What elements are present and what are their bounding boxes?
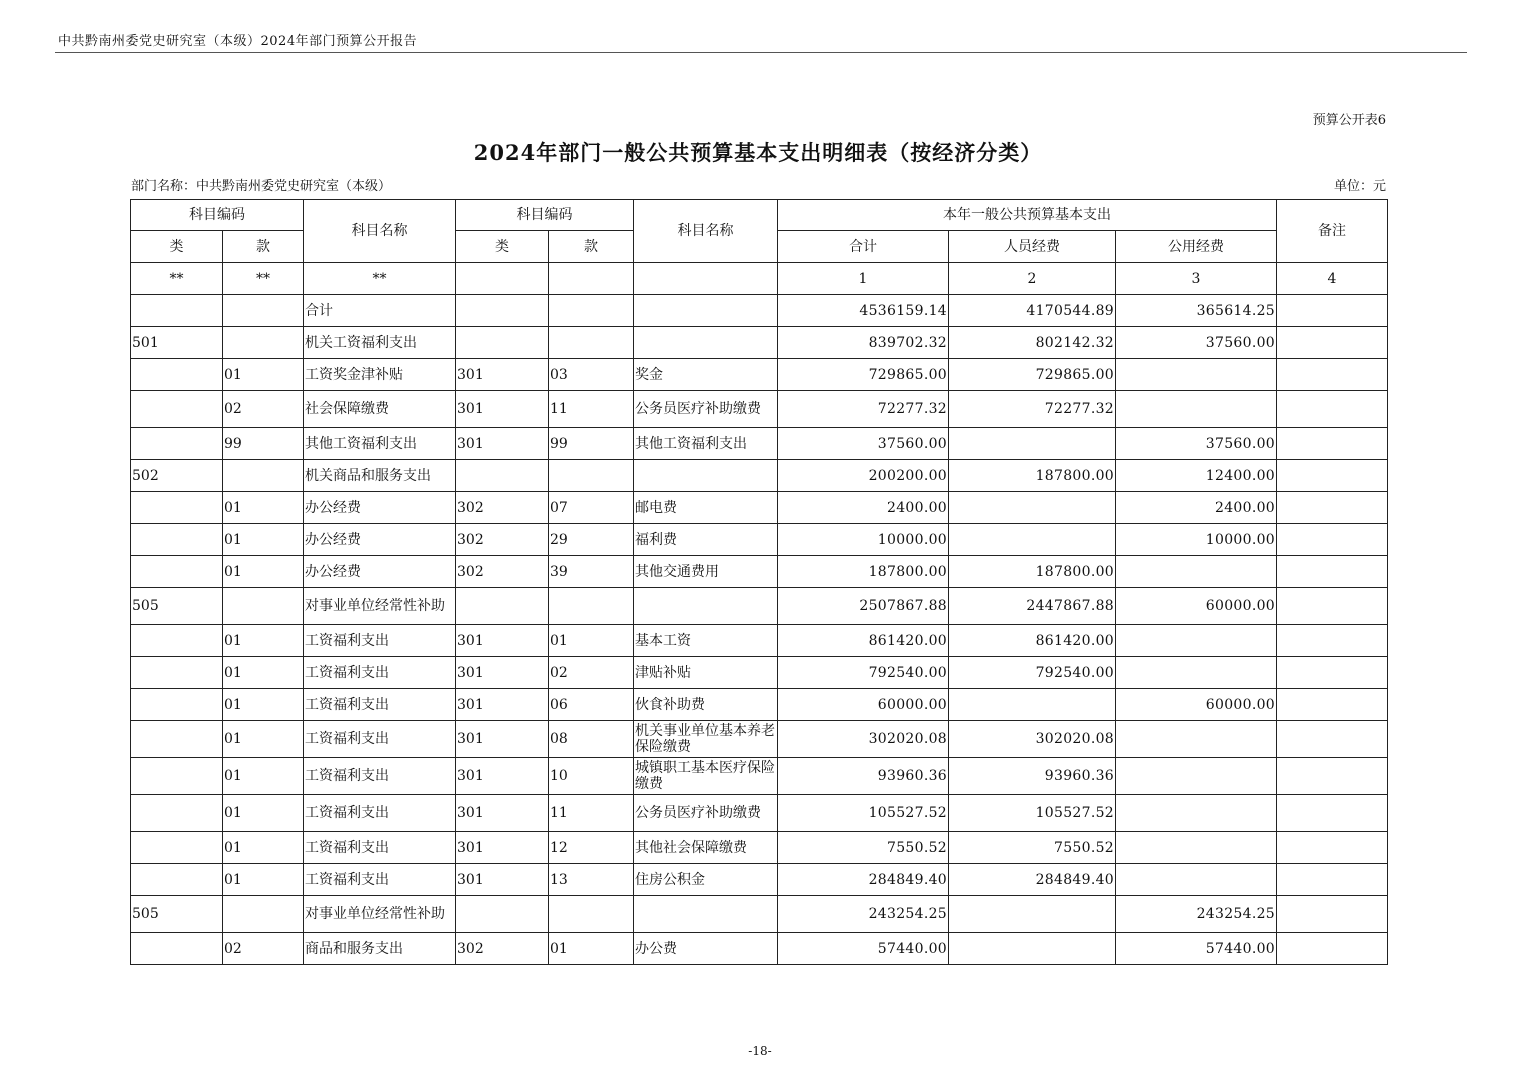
cell-lei-1 xyxy=(131,295,223,327)
cell-subject-name-1: 机关工资福利支出 xyxy=(304,327,456,359)
cell-lei-1: 505 xyxy=(131,896,223,933)
cell-kuan-1: 01 xyxy=(223,832,304,864)
form-number: 预算公开表6 xyxy=(1312,113,1386,128)
cell-remark xyxy=(1277,588,1388,625)
cell-lei-1 xyxy=(131,832,223,864)
cell-subject-name-2: 城镇职工基本医疗保险缴费 xyxy=(634,758,778,795)
cell-subject-name-2: 办公费 xyxy=(634,933,778,965)
cell-remark xyxy=(1277,657,1388,689)
cell-total: 302020.08 xyxy=(778,721,949,758)
cell-lei-2: 301 xyxy=(456,721,549,758)
cell-personnel: 7550.52 xyxy=(949,832,1116,864)
index-cell: ** xyxy=(223,263,304,295)
header-subject-name-2: 科目名称 xyxy=(634,200,778,263)
cell-kuan-1: 01 xyxy=(223,625,304,657)
cell-subject-name-2 xyxy=(634,460,778,492)
cell-personnel xyxy=(949,896,1116,933)
header-subject-code-2: 科目编码 xyxy=(456,200,634,231)
cell-kuan-2 xyxy=(549,896,634,933)
table-row xyxy=(131,524,1388,556)
cell-subject-name-2 xyxy=(634,327,778,359)
header-remark: 备注 xyxy=(1277,200,1388,263)
cell-subject-name-1: 社会保障缴费 xyxy=(304,391,456,428)
index-cell: 4 xyxy=(1277,263,1388,295)
table-row xyxy=(131,460,1388,492)
cell-kuan-2: 01 xyxy=(549,933,634,965)
index-cell: ** xyxy=(304,263,456,295)
cell-subject-name-1: 工资福利支出 xyxy=(304,721,456,758)
cell-lei-1 xyxy=(131,556,223,588)
cell-total: 10000.00 xyxy=(778,524,949,556)
cell-subject-name-2: 公务员医疗补助缴费 xyxy=(634,391,778,428)
cell-remark xyxy=(1277,832,1388,864)
header-lei-1: 类 xyxy=(131,231,223,263)
index-cell: 1 xyxy=(778,263,949,295)
cell-public: 2400.00 xyxy=(1116,492,1277,524)
cell-total: 861420.00 xyxy=(778,625,949,657)
cell-remark xyxy=(1277,492,1388,524)
running-header: 中共黔南州委党史研究室（本级）2024年部门预算公开报告 xyxy=(58,34,418,49)
cell-subject-name-1: 工资福利支出 xyxy=(304,864,456,896)
cell-lei-1 xyxy=(131,492,223,524)
cell-lei-1: 501 xyxy=(131,327,223,359)
cell-kuan-1: 02 xyxy=(223,391,304,428)
cell-lei-2: 301 xyxy=(456,795,549,832)
cell-remark xyxy=(1277,391,1388,428)
table-row xyxy=(131,588,1388,625)
cell-kuan-1: 02 xyxy=(223,933,304,965)
cell-lei-1 xyxy=(131,758,223,795)
cell-subject-name-1: 办公经费 xyxy=(304,492,456,524)
cell-lei-2: 301 xyxy=(456,657,549,689)
cell-lei-2 xyxy=(456,896,549,933)
cell-lei-1 xyxy=(131,625,223,657)
cell-kuan-1 xyxy=(223,460,304,492)
table-row xyxy=(131,864,1388,896)
cell-kuan-1 xyxy=(223,295,304,327)
cell-kuan-1: 01 xyxy=(223,556,304,588)
cell-personnel: 729865.00 xyxy=(949,359,1116,391)
header-subject-name-1: 科目名称 xyxy=(304,200,456,263)
cell-kuan-1: 01 xyxy=(223,492,304,524)
cell-remark xyxy=(1277,460,1388,492)
table-row xyxy=(131,933,1388,965)
cell-subject-name-1: 工资福利支出 xyxy=(304,795,456,832)
cell-lei-1 xyxy=(131,657,223,689)
cell-remark xyxy=(1277,758,1388,795)
page-number: -18- xyxy=(748,1044,772,1058)
index-cell xyxy=(634,263,778,295)
cell-remark xyxy=(1277,864,1388,896)
cell-total: 792540.00 xyxy=(778,657,949,689)
index-cell: 3 xyxy=(1116,263,1277,295)
index-cell xyxy=(549,263,634,295)
cell-public xyxy=(1116,625,1277,657)
cell-lei-1 xyxy=(131,428,223,460)
unit-label: 单位：元 xyxy=(1333,179,1386,194)
cell-subject-name-2: 其他社会保障缴费 xyxy=(634,832,778,864)
cell-total: 57440.00 xyxy=(778,933,949,965)
table-row xyxy=(131,556,1388,588)
cell-kuan-2 xyxy=(549,327,634,359)
table-row xyxy=(131,832,1388,864)
cell-public xyxy=(1116,795,1277,832)
cell-remark xyxy=(1277,795,1388,832)
cell-total: 93960.36 xyxy=(778,758,949,795)
cell-kuan-2: 39 xyxy=(549,556,634,588)
table-row xyxy=(131,896,1388,933)
cell-subject-name-1: 对事业单位经常性补助 xyxy=(304,896,456,933)
cell-subject-name-2: 住房公积金 xyxy=(634,864,778,896)
cell-total: 60000.00 xyxy=(778,689,949,721)
header-lei-2: 类 xyxy=(456,231,549,263)
cell-personnel: 187800.00 xyxy=(949,556,1116,588)
cell-lei-2: 301 xyxy=(456,689,549,721)
table-row xyxy=(131,721,1388,758)
cell-subject-name-1: 办公经费 xyxy=(304,556,456,588)
cell-lei-1: 502 xyxy=(131,460,223,492)
cell-personnel: 792540.00 xyxy=(949,657,1116,689)
cell-subject-name-1: 工资福利支出 xyxy=(304,625,456,657)
header-divider xyxy=(55,52,1467,53)
cell-lei-1 xyxy=(131,864,223,896)
cell-public xyxy=(1116,556,1277,588)
budget-table xyxy=(130,199,1388,965)
cell-lei-1 xyxy=(131,795,223,832)
cell-kuan-1: 01 xyxy=(223,864,304,896)
cell-subject-name-1: 机关商品和服务支出 xyxy=(304,460,456,492)
cell-kuan-2: 01 xyxy=(549,625,634,657)
cell-lei-2: 302 xyxy=(456,556,549,588)
cell-public: 60000.00 xyxy=(1116,689,1277,721)
cell-kuan-2: 29 xyxy=(549,524,634,556)
cell-total: 2400.00 xyxy=(778,492,949,524)
cell-lei-2: 301 xyxy=(456,758,549,795)
cell-kuan-1 xyxy=(223,896,304,933)
cell-lei-2: 302 xyxy=(456,933,549,965)
table-row xyxy=(131,689,1388,721)
table-row xyxy=(131,492,1388,524)
index-cell: 2 xyxy=(949,263,1116,295)
cell-total: 187800.00 xyxy=(778,556,949,588)
cell-subject-name-1: 工资福利支出 xyxy=(304,832,456,864)
cell-subject-name-1: 工资奖金津补贴 xyxy=(304,359,456,391)
cell-lei-1 xyxy=(131,689,223,721)
cell-kuan-1 xyxy=(223,588,304,625)
table-row xyxy=(131,657,1388,689)
cell-lei-1: 505 xyxy=(131,588,223,625)
cell-remark xyxy=(1277,359,1388,391)
cell-kuan-2: 13 xyxy=(549,864,634,896)
cell-total: 37560.00 xyxy=(778,428,949,460)
cell-kuan-2: 11 xyxy=(549,795,634,832)
cell-kuan-2 xyxy=(549,460,634,492)
cell-subject-name-1: 对事业单位经常性补助 xyxy=(304,588,456,625)
header-subject-code-1: 科目编码 xyxy=(131,200,304,231)
cell-subject-name-2: 奖金 xyxy=(634,359,778,391)
cell-remark xyxy=(1277,721,1388,758)
cell-lei-2 xyxy=(456,327,549,359)
cell-public: 60000.00 xyxy=(1116,588,1277,625)
cell-kuan-2: 99 xyxy=(549,428,634,460)
cell-subject-name-2: 其他工资福利支出 xyxy=(634,428,778,460)
cell-lei-2: 301 xyxy=(456,428,549,460)
cell-public xyxy=(1116,657,1277,689)
cell-public: 57440.00 xyxy=(1116,933,1277,965)
table-row xyxy=(131,795,1388,832)
cell-total: 839702.32 xyxy=(778,327,949,359)
cell-personnel: 861420.00 xyxy=(949,625,1116,657)
cell-lei-2: 302 xyxy=(456,524,549,556)
table-row xyxy=(131,625,1388,657)
cell-personnel xyxy=(949,689,1116,721)
cell-kuan-2: 02 xyxy=(549,657,634,689)
cell-kuan-1: 01 xyxy=(223,721,304,758)
cell-kuan-2: 06 xyxy=(549,689,634,721)
header-kuan-2: 款 xyxy=(549,231,634,263)
cell-subject-name-1: 工资福利支出 xyxy=(304,758,456,795)
cell-personnel: 284849.40 xyxy=(949,864,1116,896)
cell-subject-name-2: 机关事业单位基本养老保险缴费 xyxy=(634,721,778,758)
cell-personnel xyxy=(949,524,1116,556)
cell-kuan-2 xyxy=(549,295,634,327)
cell-subject-name-1: 其他工资福利支出 xyxy=(304,428,456,460)
cell-lei-2: 301 xyxy=(456,359,549,391)
cell-public: 10000.00 xyxy=(1116,524,1277,556)
index-row xyxy=(131,263,1388,295)
cell-lei-1 xyxy=(131,524,223,556)
cell-subject-name-1: 商品和服务支出 xyxy=(304,933,456,965)
cell-personnel: 4170544.89 xyxy=(949,295,1116,327)
header-public: 公用经费 xyxy=(1116,231,1277,263)
cell-subject-name-2: 其他交通费用 xyxy=(634,556,778,588)
cell-lei-1 xyxy=(131,933,223,965)
cell-public xyxy=(1116,832,1277,864)
header-kuan-1: 款 xyxy=(223,231,304,263)
header-personnel: 人员经费 xyxy=(949,231,1116,263)
cell-kuan-1: 99 xyxy=(223,428,304,460)
cell-kuan-1: 01 xyxy=(223,524,304,556)
cell-kuan-2: 08 xyxy=(549,721,634,758)
cell-kuan-1: 01 xyxy=(223,795,304,832)
cell-total: 729865.00 xyxy=(778,359,949,391)
cell-public xyxy=(1116,359,1277,391)
header-current-year: 本年一般公共预算基本支出 xyxy=(778,200,1277,231)
cell-kuan-2: 07 xyxy=(549,492,634,524)
cell-total: 243254.25 xyxy=(778,896,949,933)
cell-remark xyxy=(1277,327,1388,359)
cell-remark xyxy=(1277,689,1388,721)
cell-remark xyxy=(1277,933,1388,965)
cell-lei-1 xyxy=(131,721,223,758)
cell-lei-2: 301 xyxy=(456,864,549,896)
cell-subject-name-2: 公务员医疗补助缴费 xyxy=(634,795,778,832)
cell-remark xyxy=(1277,625,1388,657)
cell-total: 2507867.88 xyxy=(778,588,949,625)
cell-lei-1 xyxy=(131,359,223,391)
cell-kuan-1 xyxy=(223,327,304,359)
cell-lei-2 xyxy=(456,295,549,327)
cell-public: 12400.00 xyxy=(1116,460,1277,492)
cell-public xyxy=(1116,721,1277,758)
cell-personnel: 72277.32 xyxy=(949,391,1116,428)
cell-total: 284849.40 xyxy=(778,864,949,896)
cell-total: 105527.52 xyxy=(778,795,949,832)
cell-personnel xyxy=(949,492,1116,524)
cell-total: 4536159.14 xyxy=(778,295,949,327)
department-name: 部门名称：中共黔南州委党史研究室（本级） xyxy=(131,179,392,194)
cell-personnel: 302020.08 xyxy=(949,721,1116,758)
cell-personnel: 93960.36 xyxy=(949,758,1116,795)
cell-personnel xyxy=(949,933,1116,965)
cell-remark xyxy=(1277,524,1388,556)
table-row xyxy=(131,295,1388,327)
cell-subject-name-2: 邮电费 xyxy=(634,492,778,524)
cell-kuan-1: 01 xyxy=(223,657,304,689)
cell-total: 72277.32 xyxy=(778,391,949,428)
cell-subject-name-2: 基本工资 xyxy=(634,625,778,657)
table-row xyxy=(131,758,1388,795)
cell-lei-1 xyxy=(131,391,223,428)
cell-subject-name-1: 工资福利支出 xyxy=(304,689,456,721)
cell-public: 365614.25 xyxy=(1116,295,1277,327)
index-cell: ** xyxy=(131,263,223,295)
cell-kuan-1: 01 xyxy=(223,359,304,391)
cell-lei-2 xyxy=(456,588,549,625)
cell-lei-2: 301 xyxy=(456,625,549,657)
cell-personnel: 105527.52 xyxy=(949,795,1116,832)
cell-subject-name-1: 工资福利支出 xyxy=(304,657,456,689)
cell-subject-name-1: 合计 xyxy=(304,295,456,327)
table-row xyxy=(131,359,1388,391)
cell-personnel xyxy=(949,428,1116,460)
cell-remark xyxy=(1277,428,1388,460)
cell-lei-2 xyxy=(456,460,549,492)
table-row xyxy=(131,327,1388,359)
cell-kuan-1: 01 xyxy=(223,689,304,721)
cell-kuan-1: 01 xyxy=(223,758,304,795)
index-cell xyxy=(456,263,549,295)
cell-remark xyxy=(1277,556,1388,588)
cell-personnel: 187800.00 xyxy=(949,460,1116,492)
cell-remark xyxy=(1277,295,1388,327)
cell-kuan-2: 03 xyxy=(549,359,634,391)
cell-kuan-2 xyxy=(549,588,634,625)
cell-total: 7550.52 xyxy=(778,832,949,864)
cell-subject-name-2: 伙食补助费 xyxy=(634,689,778,721)
cell-subject-name-2 xyxy=(634,896,778,933)
cell-subject-name-2 xyxy=(634,295,778,327)
cell-public: 37560.00 xyxy=(1116,327,1277,359)
cell-public: 37560.00 xyxy=(1116,428,1277,460)
cell-personnel: 802142.32 xyxy=(949,327,1116,359)
cell-lei-2: 301 xyxy=(456,391,549,428)
cell-kuan-2: 10 xyxy=(549,758,634,795)
cell-subject-name-2: 福利费 xyxy=(634,524,778,556)
cell-public xyxy=(1116,391,1277,428)
cell-public xyxy=(1116,864,1277,896)
cell-personnel: 2447867.88 xyxy=(949,588,1116,625)
document-title: 2024年部门一般公共预算基本支出明细表（按经济分类） xyxy=(473,140,1043,165)
cell-kuan-2: 12 xyxy=(549,832,634,864)
cell-total: 200200.00 xyxy=(778,460,949,492)
cell-public xyxy=(1116,758,1277,795)
cell-kuan-2: 11 xyxy=(549,391,634,428)
cell-remark xyxy=(1277,896,1388,933)
table-row xyxy=(131,391,1388,428)
cell-public: 243254.25 xyxy=(1116,896,1277,933)
cell-subject-name-1: 办公经费 xyxy=(304,524,456,556)
table-row xyxy=(131,428,1388,460)
cell-subject-name-2: 津贴补贴 xyxy=(634,657,778,689)
cell-lei-2: 301 xyxy=(456,832,549,864)
cell-lei-2: 302 xyxy=(456,492,549,524)
header-total: 合计 xyxy=(778,231,949,263)
cell-subject-name-2 xyxy=(634,588,778,625)
